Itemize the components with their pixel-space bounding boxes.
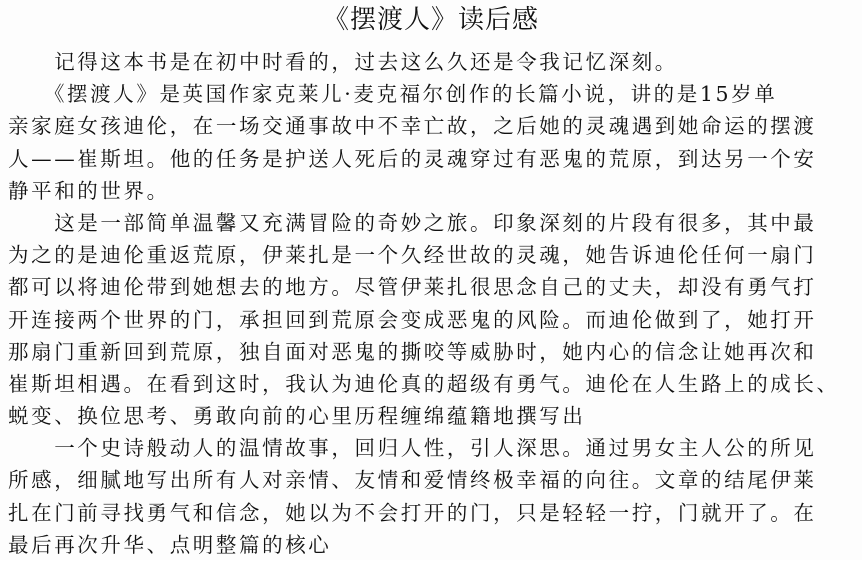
- text-line: 蜕变、换位思考、勇敢向前的心里历程缠绵蕴籍地撰写出: [8, 404, 586, 429]
- text-line: 记得这本书是在初中时看的，过去这么久还是令我记忆深刻。: [8, 50, 678, 74]
- text-line: 一个史诗般动人的温情故事，回归人性，引人深思。通过男女主人公的所见: [8, 436, 817, 461]
- text-line: 亲家庭女孩迪伦，在一场交通事故中不幸亡故，之后她的灵魂遇到她命运的摆渡: [8, 114, 817, 139]
- text-line: 扎在门前寻找勇气和信念，她以为不会打开的门，只是轻轻一拧，门就开了。在: [8, 500, 817, 525]
- text-line: 那扇门重新回到荒原，独自面对恶鬼的撕咬等威胁时，她内心的信念让她再次和: [8, 339, 817, 364]
- text-line: 这是一部简单温馨又充满冒险的奇妙之旅。印象深刻的片段有很多，其中最: [8, 210, 817, 235]
- text-line: 静平和的世界。: [8, 178, 170, 203]
- document-title: 《摆渡人》读后感: [322, 5, 539, 35]
- text-line: 人——崔斯坦。他的任务是护送人死后的灵魂穿过有恶鬼的荒原，到达另一个安: [8, 146, 817, 171]
- text-line: 为之的是迪伦重返荒原，伊莱扎是一个久经世故的灵魂，她告诉迪伦任何一扇门: [8, 243, 817, 268]
- text-line: 最后再次升华、点明整篇的核心: [8, 532, 332, 557]
- text-line: 崔斯坦相遇。在看到这时，我认为迪伦真的超级有勇气。迪伦在人生路上的成长、: [8, 371, 840, 396]
- text-line: 开连接两个世界的门，承担回到荒原会变成恶鬼的风险。而迪伦做到了，她打开: [8, 307, 817, 332]
- text-line: 所感，细腻地写出所有人对亲情、友情和爱情终极幸福的向往。文章的结尾伊莱: [8, 468, 817, 493]
- document-body: [8, 46, 860, 561]
- text-line: 都可以将迪伦带到她想去的地方。尽管伊莱扎很思念自己的丈夫，却没有勇气打: [8, 275, 817, 300]
- text-line: 《摆渡人》是英国作家克莱儿·麦克福尔创作的长篇小说，讲的是15岁单: [8, 82, 778, 107]
